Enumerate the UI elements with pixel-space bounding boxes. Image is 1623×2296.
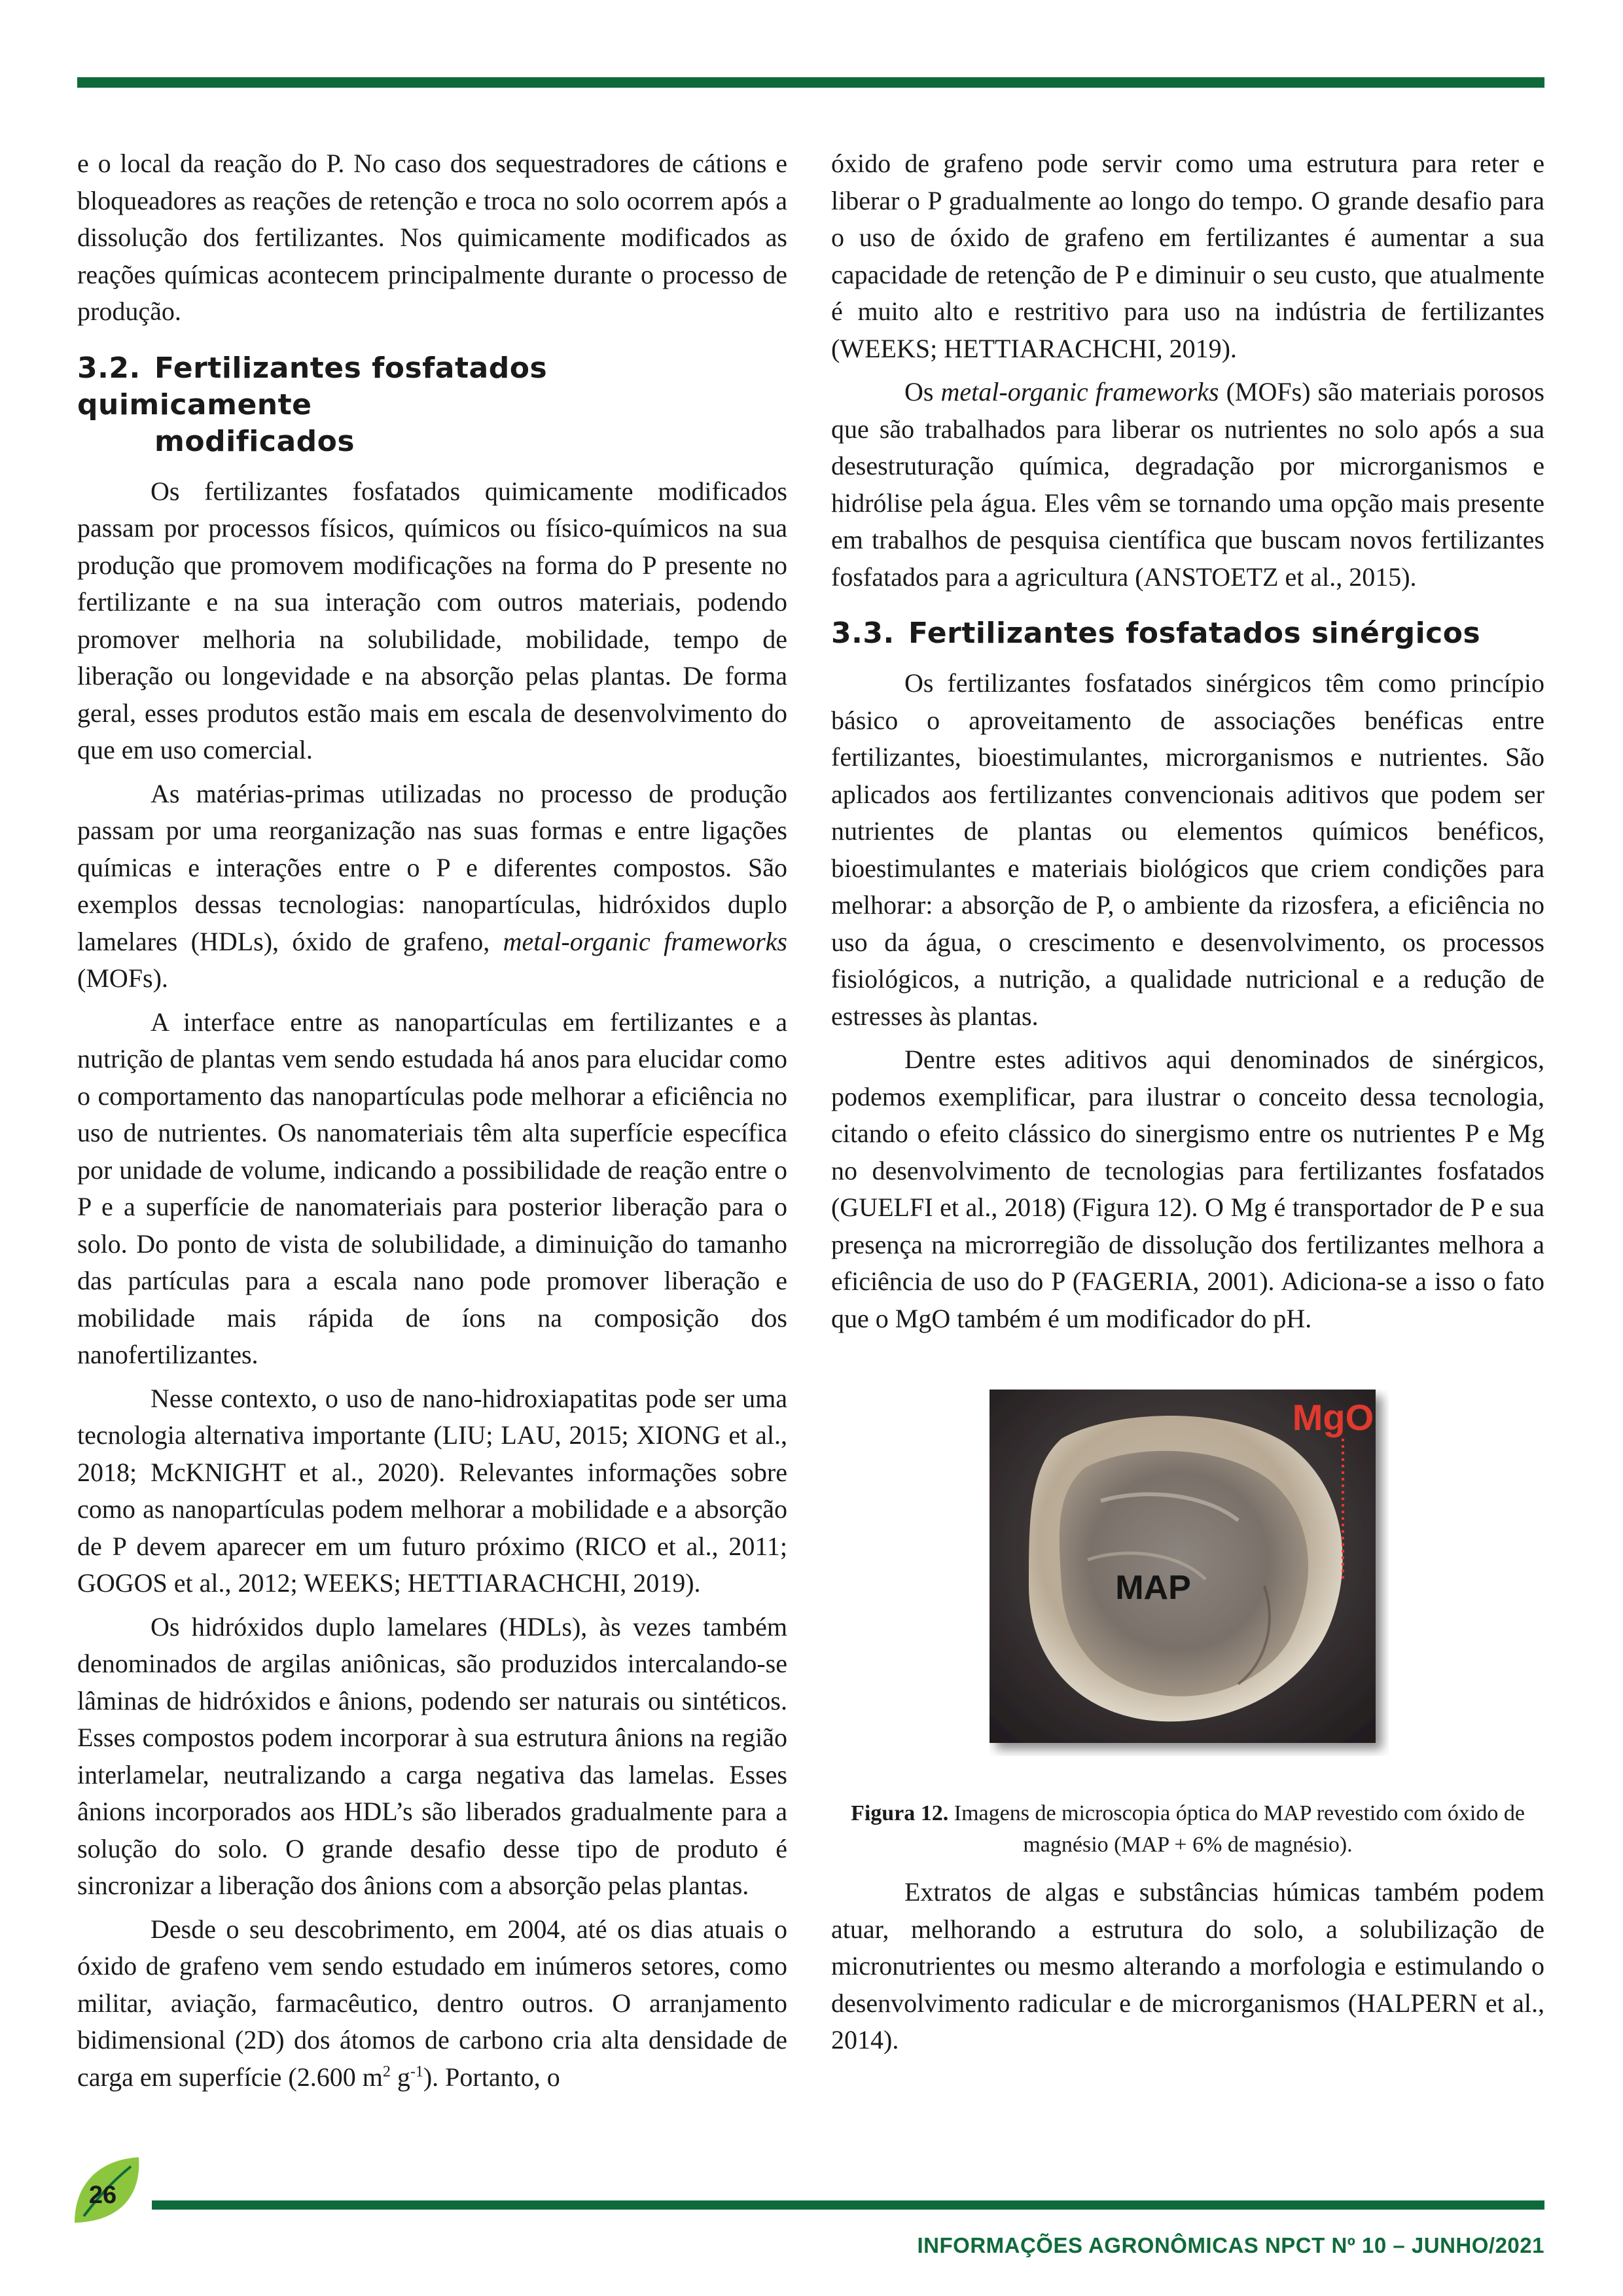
paragraph: A interface entre as nanopartículas em fertilizantes e a nutrição de plantas vem sendo estudada há anos para elucidar como o comportamento das nanopartículas pode melhorar a eficiência no uso de nutrientes. Os nanomateriais têm alta superfície específica por unidade de volume, indicando a possibilidade de reação entre o P e a superfície de nanomateriais para posterior liberação para o solo. Do ponto de vista de solubilidade, a diminuição do tamanho das partículas para a escala nano pode promover liberação e mobilidade mais rápida de íons na composição dos nanofertilizantes. (77, 1007, 787, 1369)
paragraph: Os fertilizantes fosfatados quimicamente modificados passam por processos físicos, químicos ou físico-químicos na sua produção que promovem modificações na forma do P presente no fertilizante e na sua interação com outros materiais, podendo promover melhoria na solubilidade, mobilidade, tempo de liberação ou longevidade e na absorção pelas plantas. De forma geral, esses produtos estão mais em escala de desenvolvimento do que em uso comercial. (77, 476, 787, 764)
microscopy-image (990, 1390, 1389, 1756)
caption-text: Imagens de microscopia óptica do MAP revestido com óxido de magnésio (MAP + 6% de magnésio). (948, 1801, 1525, 1857)
section-title-line-1: Fertilizantes fosfatados quimicamente (77, 351, 548, 422)
paragraph: óxido de grafeno pode servir como uma estrutura para reter e liberar o P gradualmente ao longo do tempo. O grande desafio para o uso de óxido de grafeno em fertilizantes é aumentar a sua capacidade de retenção de P e diminuir o seu custo, que atualmente é muito alto e restritivo para uso na indústria de fertilizantes (WEEKS; HETTIARACHCHI, 2019). (831, 149, 1544, 363)
right-column (831, 145, 1544, 2059)
header-rule (77, 77, 1544, 88)
paragraph: Os metal-organic frameworks (MOFs) são materiais porosos que são trabalhados para liberar os nutrientes no solo após a sua desestruturação química, degradação por microrganismos e hidrólise pela água. Eles vêm se tornando uma opção mais presente em trabalhos de pesquisa científica que buscam novos fertilizantes fosfatados para a agricultura (ANSTOETZ et al., 2015). (831, 377, 1544, 592)
figure-12 (831, 1390, 1544, 1867)
paragraph: Dentre estes aditivos aqui denominados de sinérgicos, podemos exemplificar, para ilustrar o conceito dessa tecnologia, citando o efeito clássico do sinergismo entre os nutrientes P e Mg no desenvolvimento de tecnologias para fertilizantes fosfatados (GUELFI et al., 2018) (Figura 12). O Mg é transportador de P e sua presença na microrregião de dissolução dos fertilizantes melhora a eficiência de uso do P (FAGERIA, 2001). Adiciona-se a isso o fato que o MgO também é um modificador do pH. (831, 1045, 1544, 1333)
section-title: Fertilizantes fosfatados sinérgicos (908, 617, 1481, 650)
paragraph: As matérias-primas utilizadas no processo de produção passam por uma reorganização nas suas formas e entre ligações químicas e interações entre o P e diferentes compostos. São exemplos dessas tecnologias: nanopartículas, hidróxidos duplo lamelares (HDLs), óxido de grafeno, metal-organic frameworks (MOFs). (77, 778, 787, 993)
footer-publication: INFORMAÇÕES AGRONÔMICAS NPCT Nº 10 – JUNHO/2021 (917, 2233, 1544, 2257)
map-label: MAP (1115, 1569, 1191, 1607)
paragraph: Os fertilizantes fosfatados sinérgicos têm como princípio básico o aproveitamento de associações benéficas entre fertilizantes, bioestimulantes, microrganismos e nutrientes. São aplicados aos fertilizantes convencionais aditivos que podem ser nutrientes de plantas ou elementos químicos benéficos, bioestimulantes e materiais biológicos que criem condições para melhorar: a absorção de P, o ambiente da rizosfera, a eficiência no uso da água, o crescimento e desenvolvimento, os processos fisiológicos, a nutrição, a qualidade nutricional e a redução de estresses às plantas. (831, 668, 1544, 1031)
section-heading-3-2 (77, 350, 787, 460)
paragraph: Os hidróxidos duplo lamelares (HDLs), às vezes também denominados de argilas aniônicas, são produzidos intercalando-se lâminas de hidróxidos e ânions, podendo ser naturais ou sintéticos. Esses compostos podem incorporar à sua estrutura ânions na região interlamelar, neutralizando a carga negativa das lamelas. Esses ânions incorporados aos HDL’s são liberados gradualmente para a solução do solo. O grande desafio desse tipo de produto é sincronizar a liberação dos ânions com a absorção pelas plantas. (77, 1611, 787, 1900)
paragraph: Nesse contexto, o uso de nano-hidroxiapatitas pode ser uma tecnologia alternativa importante (LIU; LAU, 2015; XIONG et al., 2018; McKNIGHT et al., 2020). Relevantes informações sobre como as nanopartículas podem melhorar a mobilidade e a absorção de P devem aparecer em um futuro próximo (RICO et al., 2011; GOGOS et al., 2012; WEEKS; HETTIARACHCHI, 2019). (77, 1383, 787, 1598)
section-number: 3.3. (831, 617, 895, 650)
section-title-line-2: modificados (154, 424, 355, 458)
footer-rule (152, 2200, 1544, 2210)
paragraph: e o local da reação do P. No caso dos sequestradores de cátions e bloqueadores as reações de retenção e troca no solo ocorrem após a dissolução dos fertilizantes. Nos quimicamente modificados as reações químicas acontecem principalmente durante o processo de produção. (77, 149, 787, 326)
paragraph: Desde o seu descobrimento, em 2004, até os dias atuais o óxido de grafeno vem sendo estudado em inúmeros setores, como militar, aviação, farmacêutico, dentro outros. O arranjamento bidimensional (2D) dos átomos de carbono cria alta densidade de carga em superfície (2.600 $m^2$ $g^{-1}$). Portanto, o (77, 1914, 787, 2092)
section-number: 3.2. (77, 351, 141, 385)
figure-caption (831, 1798, 1544, 1861)
mgo-label: MgO (1292, 1397, 1374, 1438)
section-heading-3-3 (831, 615, 1544, 652)
caption-label: Figura 12. (851, 1801, 949, 1825)
left-column (77, 145, 787, 2096)
page-number: 26 (88, 2181, 117, 2209)
paragraph: Extratos de algas e substâncias húmicas também podem atuar, melhorando a estrutura do solo, a solubilização de micronutrientes ou mesmo alterando a morfologia e estimulando o desenvolvimento radicular e de microrganismos (HALPERN et al., 2014). (831, 1877, 1544, 2054)
